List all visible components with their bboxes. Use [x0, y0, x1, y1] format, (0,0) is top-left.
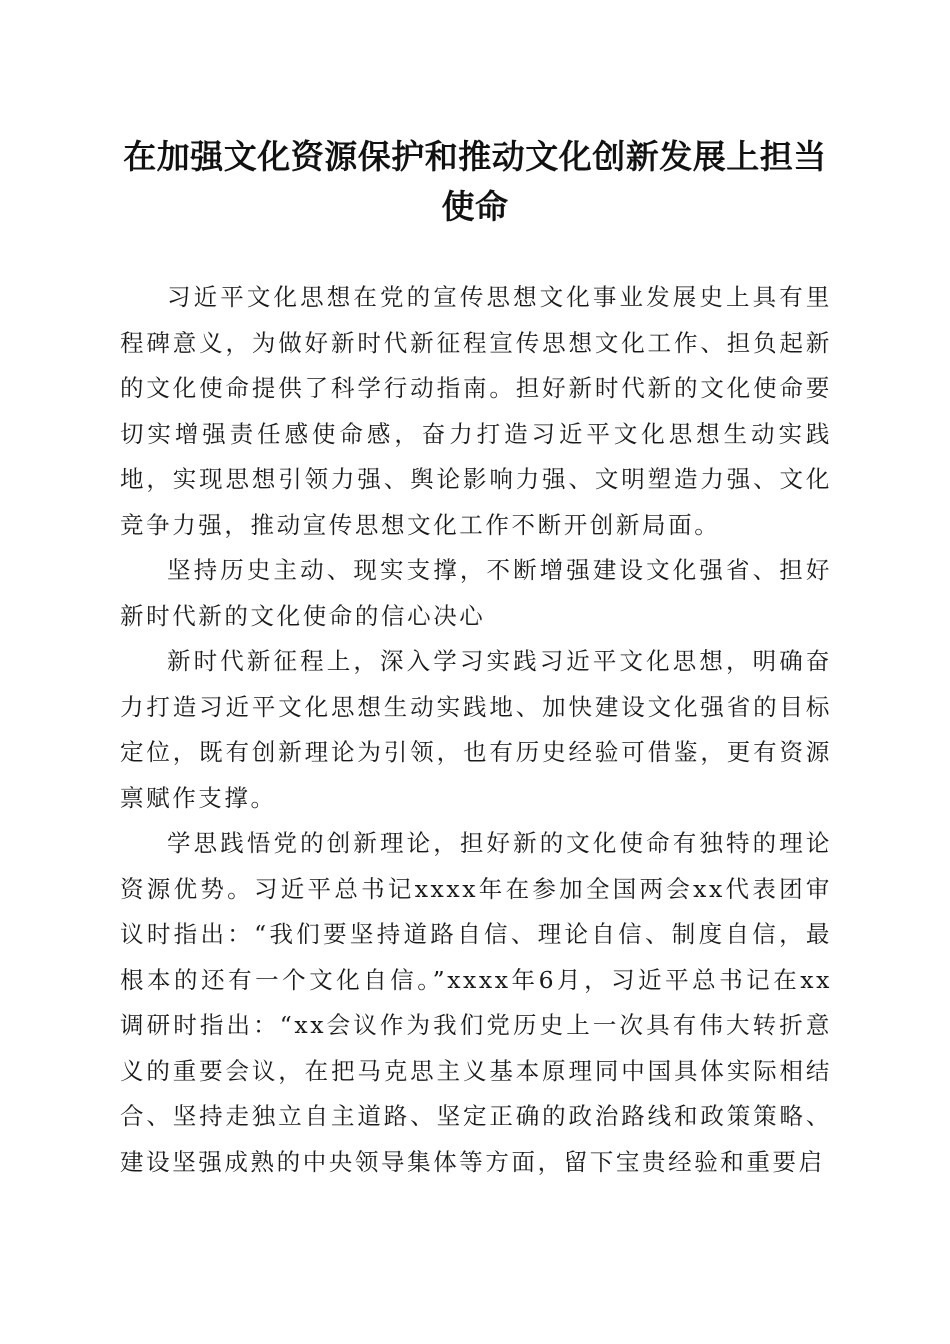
- section-heading-paragraph: 坚持历史主动、现实支撑，不断增强建设文化强省、担好新时代新的文化使命的信心决心: [120, 556, 832, 630]
- paragraph: 新时代新征程上，深入学习实践习近平文化思想，明确奋力打造习近平文化思想生动实践地、加快建设文化强省的目标定位，既有创新理论为引领，也有历史经验可借鉴，更有资源禀赋作支撑。: [120, 647, 832, 812]
- paragraph: 习近平文化思想在党的宣传思想文化事业发展史上具有里程碑意义，为做好新时代新征程宣传思想文化工作、担负起新的文化使命提供了科学行动指南。担好新时代新的文化使命要切实增强责任感使命感，奋力打造习近平文化思想生动实践地，实现思想引领力强、舆论影响力强、文明塑造力强、文化竞争力强，推动宣传思想文化工作不断开创新局面。: [120, 283, 832, 539]
- document-title: 在加强文化资源保护和推动文化创新发展上担当使命: [123, 137, 827, 226]
- paragraph: 学思践悟党的创新理论，担好新的文化使命有独特的理论资源优势。习近平总书记xxxx年在参加全国两会xx代表团审议时指出：“我们要坚持道路自信、理论自信、制度自信，最根本的还有一个文化自信。”xxxx年6月，习近平总书记在xx调研时指出：“xx会议作为我们党历史上一次具有伟大转折意义的重要会议，在把马克思主义基本原理同中国具体实际相结合、坚持走独立自主道路、坚定正确的政治路线和政策策略、建设坚强成熟的中央领导集体等方面，留下宝贵经验和重要启: [120, 829, 832, 1176]
- document-body: [120, 275, 832, 1185]
